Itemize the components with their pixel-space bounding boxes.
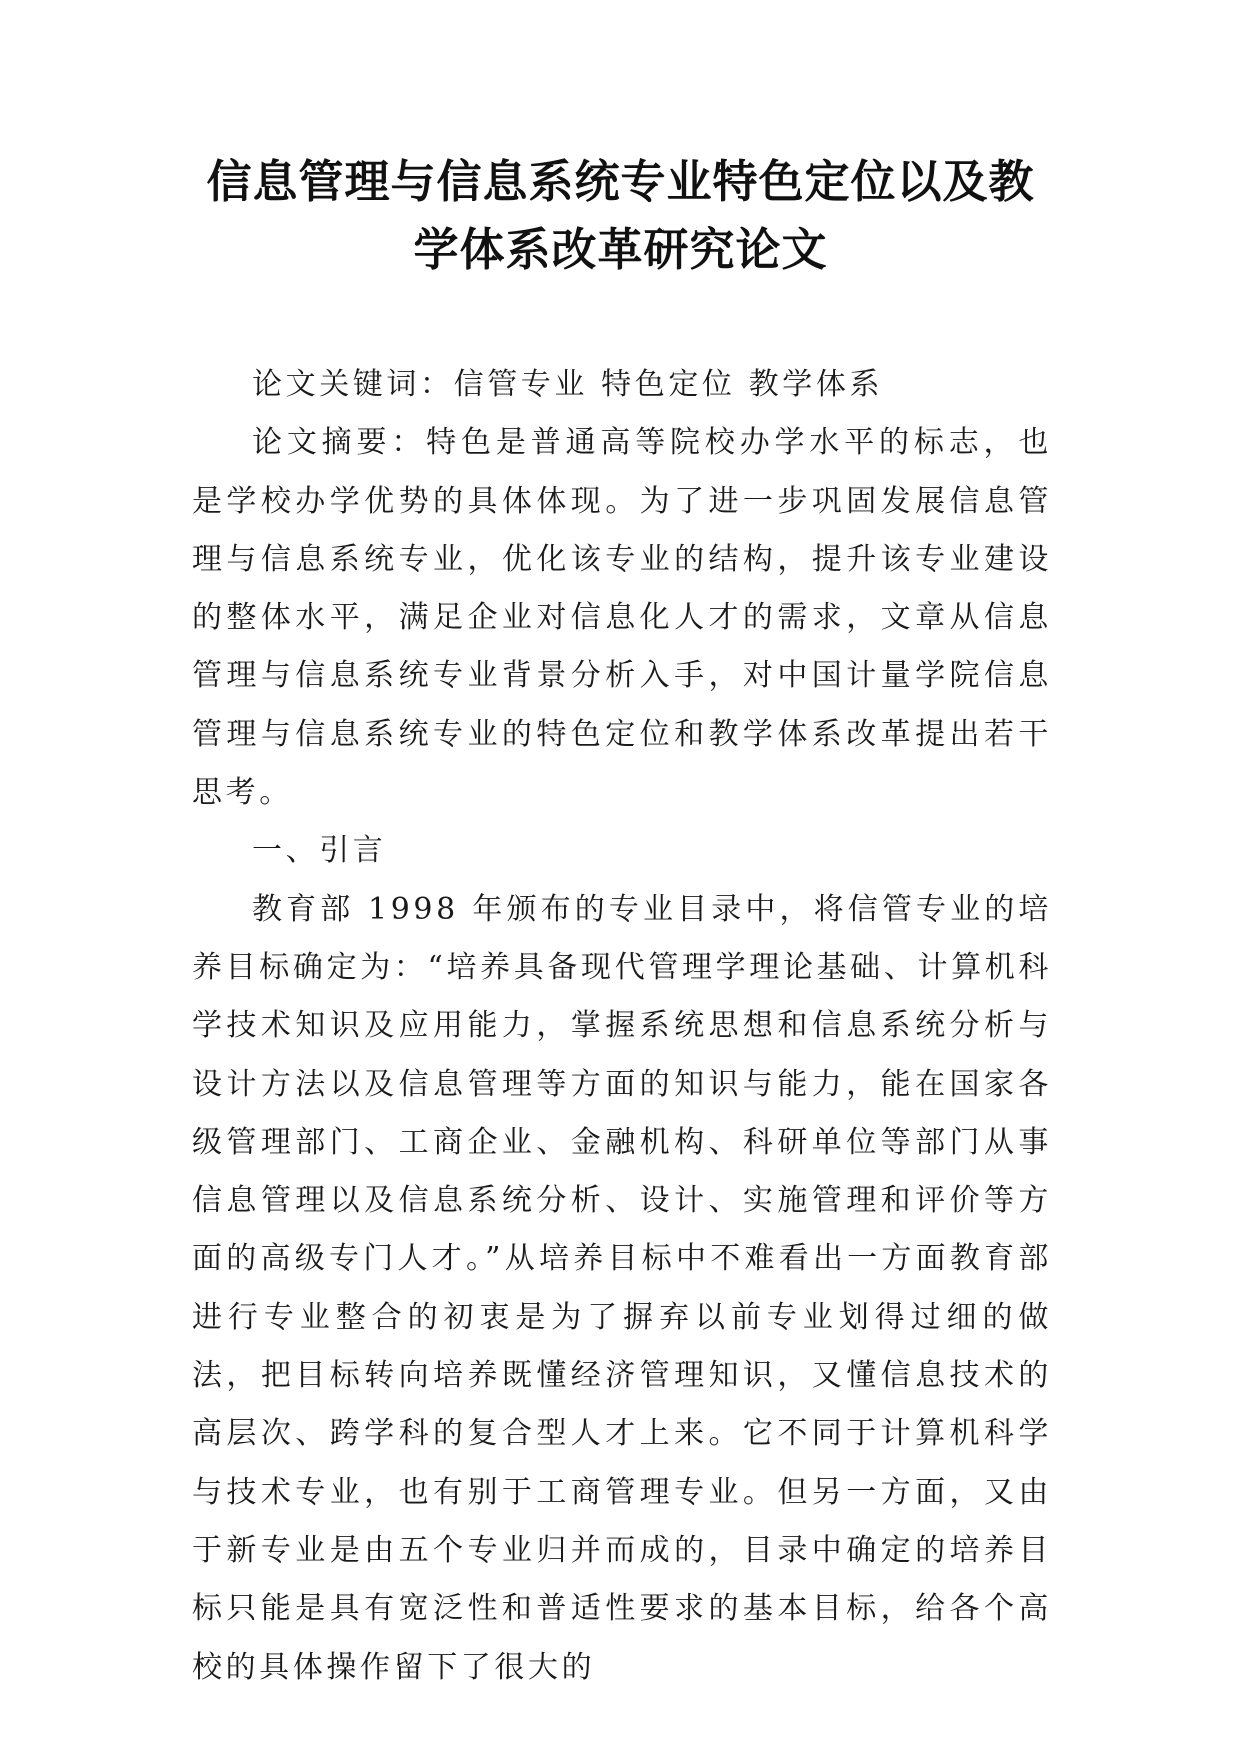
section-heading: 一、引言 — [252, 833, 387, 869]
title-line-1: 信息管理与信息系统专业特色定位以及教 — [206, 155, 1035, 208]
abstract-paragraph: 论文摘要：特色是普通高等院校办学水平的标志，也是学校办学优势的具体体现。为了进一步巩固发展信息管理与信息系统专业，优化该专业的结构，提升该专业建设的整体水平，满足企业对信息化人才的需求，文章从信息管理与信息系统专业背景分析入手，对中国计量学院信息管理与信息系统专业的特色定位和教学体系改革提出若干思考。 — [192, 425, 1052, 811]
keywords-paragraph: 论文关键词：信管专业 特色定位 教学体系 — [252, 367, 884, 402]
document-title — [150, 148, 1091, 284]
title-line-2: 学体系改革研究论文 — [413, 223, 828, 276]
document-body — [192, 356, 1052, 1697]
body-paragraph: 教育部 1998 年颁布的专业目录中，将信管专业的培养目标确定为：“培养具备现代管理学理论基础、计算机科学技术知识及应用能力，掌握系统思想和信息系统分析与设计方法以及信息管理等方面的知识与能力，能在国家各级管理部门、工商企业、金融机构、科研单位等部门从事信息管理以及信息系统分析、设计、实施管理和评价等方面的高级专门人才。”从培养目标中不难看出一方面教育部进行专业整合的初衷是为了摒弃以前专业划得过细的做法，把目标转向培养既懂经济管理知识，又懂信息技术的高层次、跨学科的复合型人才上来。它不同于计算机科学与技术专业，也有别于工商管理专业。但另一方面，又由于新专业是由五个专业归并而成的，目录中确定的培养目标只能是具有宽泛性和普适性要求的基本目标，给各个高校的具体操作留下了很大的 — [192, 891, 1052, 1685]
